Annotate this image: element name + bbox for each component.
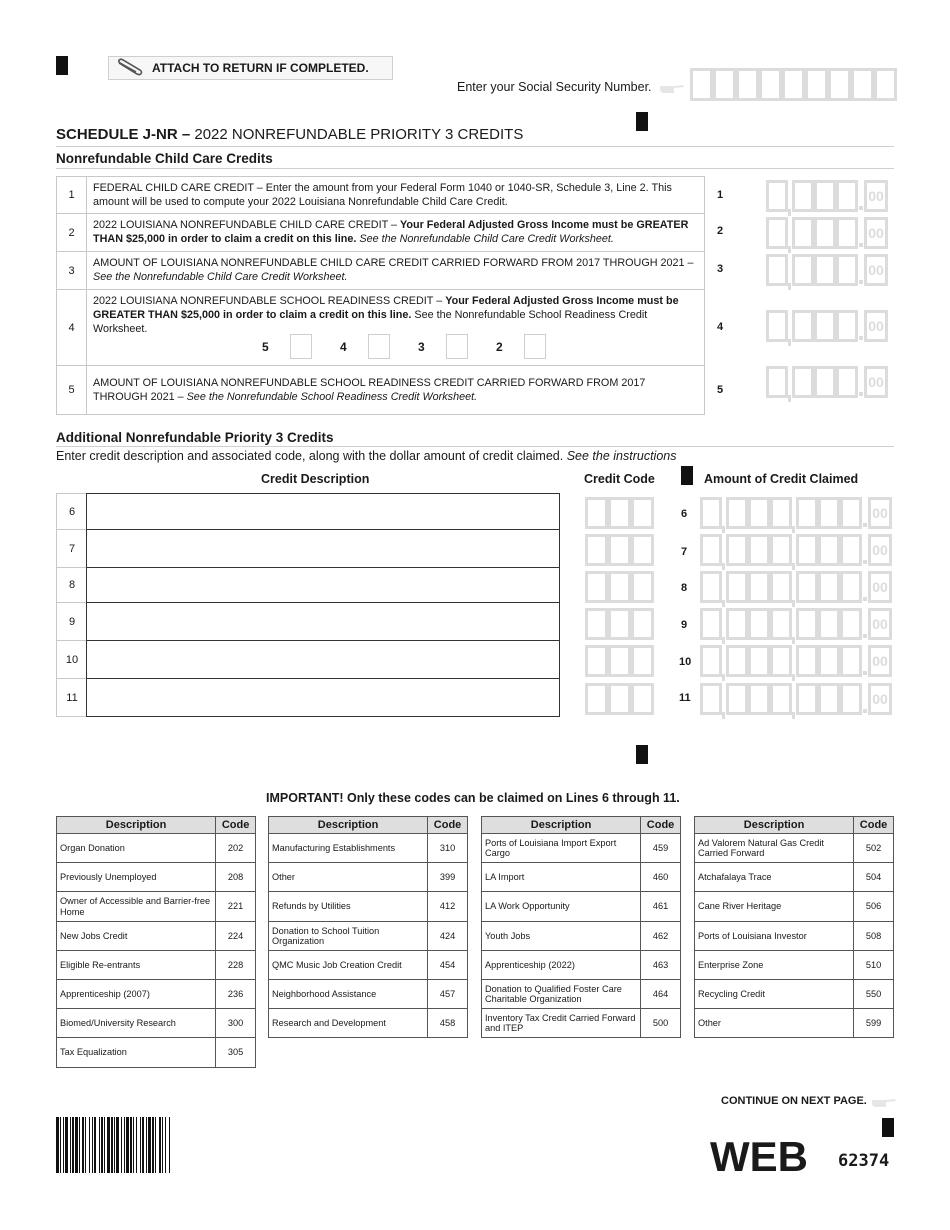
code-value: 504 — [854, 863, 894, 892]
pointing-hand-icon — [659, 81, 685, 95]
line-row — [57, 177, 704, 214]
codes-table-3: Description Code Ports of Louisiana Import Export Cargo 459 LA Import 460 LA Work Opportunity 461 Youth Jobs 462 Apprenticeship (2022) 463 Donation to Qualified Foster Care Charitable Organization 464 Inventory Tax Credit Carried Forward and ITEP 500 — [481, 816, 681, 1038]
code-row — [269, 834, 468, 863]
code-value: 508 — [854, 922, 894, 951]
code-description: QMC Music Job Creation Credit — [269, 951, 428, 980]
code-description: LA Work Opportunity — [482, 892, 641, 922]
code-description: Youth Jobs — [482, 922, 641, 951]
code-description: Inventory Tax Credit Carried Forward and ITEP — [482, 1009, 641, 1038]
ssn-label: Enter your Social Security Number. — [457, 80, 652, 94]
code-description: Tax Equalization — [57, 1038, 216, 1068]
code-value: 228 — [216, 951, 256, 980]
credit-code-input[interactable] — [585, 683, 654, 715]
col-credit-description: Credit Description — [261, 472, 370, 486]
code-value: 399 — [428, 863, 468, 892]
code-description: Refunds by Utilities — [269, 892, 428, 922]
amount-input-line-7[interactable]: 00 — [700, 534, 892, 566]
registration-mark — [636, 112, 648, 131]
amount-input-line-8[interactable]: 00 — [700, 571, 892, 603]
code-row — [57, 922, 256, 951]
code-description: Cane River Heritage — [695, 892, 854, 922]
schedule-subtitle: 2022 NONREFUNDABLE PRIORITY 3 CREDITS — [194, 126, 524, 143]
amount-line-number: 10 — [679, 656, 692, 668]
registration-mark — [636, 745, 648, 764]
code-description: Apprenticeship (2022) — [482, 951, 641, 980]
star-3-input[interactable] — [446, 334, 468, 359]
amount-line-number: 5 — [717, 384, 724, 396]
amount-line-number: 8 — [681, 582, 688, 594]
registration-mark — [681, 466, 693, 485]
line-description: 2022 LOUISIANA NONREFUNDABLE SCHOOL READINESS CREDIT – Your Federal Adjusted Gross Income must be GREATER THAN $25,000 in order to claim a credit on this line. See the Nonrefundable School Readiness Credit Worksheet. — [93, 295, 679, 335]
line-row — [57, 366, 704, 415]
amount-line-number: 1 — [717, 189, 724, 201]
code-value: 464 — [641, 980, 681, 1009]
code-value: 454 — [428, 951, 468, 980]
code-row — [269, 980, 468, 1009]
credit-code-input[interactable] — [585, 497, 654, 529]
amount-line-number: 9 — [681, 619, 688, 631]
code-value: 500 — [641, 1009, 681, 1038]
amount-input-line-1[interactable]: 00 — [766, 180, 888, 212]
amount-input-line-2[interactable]: 00 — [766, 217, 888, 249]
line-description: AMOUNT OF LOUISIANA NONREFUNDABLE CHILD CARE CREDIT CARRIED FORWARD FROM 2017 THROUGH 2021 – See the Nonrefundable Child Care Credit Worksheet. — [93, 257, 694, 283]
code-value: 208 — [216, 863, 256, 892]
col-credit-code: Credit Code — [584, 472, 655, 486]
section-instructions: Enter credit description and associated code, along with the dollar amount of credit claimed. See the instructions — [56, 449, 677, 463]
code-row — [695, 1009, 894, 1038]
star-rating-5: 5 — [262, 334, 312, 359]
code-row — [482, 834, 681, 863]
star-2-input[interactable] — [524, 334, 546, 359]
code-row — [269, 1009, 468, 1038]
code-value: 460 — [641, 863, 681, 892]
credit-description-input[interactable] — [86, 640, 560, 679]
pointing-hand-icon — [871, 1095, 897, 1109]
code-description: Ad Valorem Natural Gas Credit Carried Forward — [695, 834, 854, 863]
credit-code-input[interactable] — [585, 571, 654, 603]
code-value: 221 — [216, 892, 256, 922]
line-number: 4 — [57, 290, 87, 365]
amount-line-number: 3 — [717, 263, 724, 275]
code-value: 305 — [216, 1038, 256, 1068]
code-row — [482, 892, 681, 922]
ssn-input[interactable] — [690, 68, 897, 101]
code-value: 202 — [216, 834, 256, 863]
code-row — [269, 863, 468, 892]
page-title — [56, 126, 523, 143]
row-number: 9 — [56, 602, 87, 641]
web-label: WEB — [710, 1133, 808, 1180]
credit-code-input[interactable] — [585, 608, 654, 640]
row-number: 6 — [56, 493, 87, 530]
code-value: 510 — [854, 951, 894, 980]
amount-line-number: 11 — [679, 692, 691, 704]
section-heading: Nonrefundable Child Care Credits — [56, 151, 273, 166]
amount-input-line-6[interactable]: 00 — [700, 497, 892, 529]
codes-table-2: Description Code Manufacturing Establishments 310 Other 399 Refunds by Utilities 412 Donation to School Tuition Organization 424 QMC Music Job Creation Credit 454 Neighborhood Assistance 457 Research and Development 458 — [268, 816, 468, 1038]
credit-description-input[interactable] — [86, 493, 560, 530]
row-number: 11 — [56, 678, 87, 717]
code-description: Atchafalaya Trace — [695, 863, 854, 892]
attach-text: ATTACH TO RETURN IF COMPLETED. — [152, 61, 369, 75]
code-description: Donation to School Tuition Organization — [269, 922, 428, 951]
code-row — [57, 1009, 256, 1038]
important-note: IMPORTANT! Only these codes can be claimed on Lines 6 through 11. — [266, 791, 680, 805]
code-value: 310 — [428, 834, 468, 863]
code-row — [695, 863, 894, 892]
code-description: Organ Donation — [57, 834, 216, 863]
code-value: 412 — [428, 892, 468, 922]
code-value: 457 — [428, 980, 468, 1009]
code-row — [695, 922, 894, 951]
star-rating-4: 4 — [340, 334, 390, 359]
credit-description-input[interactable] — [86, 529, 560, 568]
divider — [56, 446, 894, 447]
code-row — [695, 980, 894, 1009]
code-row — [482, 951, 681, 980]
code-value: 463 — [641, 951, 681, 980]
code-row — [482, 1009, 681, 1038]
paperclip-icon — [115, 57, 145, 79]
code-row — [57, 863, 256, 892]
amount-input-line-3[interactable]: 00 — [766, 254, 888, 286]
amount-input-line-10[interactable]: 00 — [700, 645, 892, 677]
row-number: 10 — [56, 640, 87, 679]
code-value: 300 — [216, 1009, 256, 1038]
code-description: Research and Development — [269, 1009, 428, 1038]
barcode-icon — [56, 1117, 229, 1173]
star-4-input[interactable] — [368, 334, 390, 359]
codes-table-1: Description Code Organ Donation 202 Previously Unemployed 208 Owner of Accessible and Barrier-free Home 221 New Jobs Credit 224 Eligible Re-entrants 228 Apprenticeship (2007) 236 Biomed/University Research 300 Tax Equalization 305 — [56, 816, 256, 1068]
code-description: Donation to Qualified Foster Care Charitable Organization — [482, 980, 641, 1009]
divider — [56, 146, 894, 147]
attach-notice — [108, 56, 393, 80]
credit-code-input[interactable] — [585, 645, 654, 677]
line-number: 1 — [57, 177, 87, 213]
child-care-lines — [56, 176, 705, 415]
line-row — [57, 214, 704, 252]
code-description: Owner of Accessible and Barrier-free Home — [57, 892, 216, 922]
line-description: FEDERAL CHILD CARE CREDIT – Enter the amount from your Federal Form 1040 or 1040-SR, Schedule 3, Line 2. This amount will be used to compute your 2022 Louisiana Nonrefundable Child Care Credit. — [93, 182, 672, 208]
amount-line-number: 6 — [681, 508, 688, 520]
code-value: 459 — [641, 834, 681, 863]
continue-note: CONTINUE ON NEXT PAGE. — [721, 1095, 867, 1107]
line-number: 2 — [57, 214, 87, 251]
credit-description-input[interactable] — [86, 602, 560, 641]
code-description: Ports of Louisiana Import Export Cargo — [482, 834, 641, 863]
code-row — [57, 1038, 256, 1068]
code-description: Ports of Louisiana Investor — [695, 922, 854, 951]
credit-description-input[interactable] — [86, 567, 560, 603]
code-row — [695, 892, 894, 922]
registration-mark — [56, 56, 68, 75]
amount-line-number: 4 — [717, 321, 724, 333]
code-description: New Jobs Credit — [57, 922, 216, 951]
amount-line-number: 2 — [717, 225, 724, 237]
divider — [56, 168, 894, 169]
code-row — [482, 980, 681, 1009]
col-amount-claimed: Amount of Credit Claimed — [704, 472, 859, 486]
schedule-name: SCHEDULE J-NR – — [56, 126, 191, 143]
line-number: 5 — [57, 366, 87, 414]
code-row — [57, 834, 256, 863]
code-row — [57, 951, 256, 980]
code-value: 424 — [428, 922, 468, 951]
code-description: Apprenticeship (2007) — [57, 980, 216, 1009]
code-description: LA Import — [482, 863, 641, 892]
code-row — [482, 863, 681, 892]
code-value: 461 — [641, 892, 681, 922]
code-value: 224 — [216, 922, 256, 951]
code-description: Neighborhood Assistance — [269, 980, 428, 1009]
amount-input-line-11[interactable]: 00 — [700, 683, 892, 715]
code-description: Recycling Credit — [695, 980, 854, 1009]
code-description: Enterprise Zone — [695, 951, 854, 980]
code-value: 506 — [854, 892, 894, 922]
code-description: Previously Unemployed — [57, 863, 216, 892]
code-description: Other — [269, 863, 428, 892]
code-description: Eligible Re-entrants — [57, 951, 216, 980]
form-number: 62374 — [838, 1151, 890, 1171]
registration-mark — [882, 1118, 894, 1137]
amount-input-line-4[interactable]: 00 — [766, 310, 888, 342]
code-description: Biomed/University Research — [57, 1009, 216, 1038]
code-row — [269, 951, 468, 980]
section-heading: Additional Nonrefundable Priority 3 Credits — [56, 430, 334, 445]
code-value: 502 — [854, 834, 894, 863]
row-number: 7 — [56, 529, 87, 568]
code-row — [57, 892, 256, 922]
amount-input-line-9[interactable]: 00 — [700, 608, 892, 640]
credit-code-input[interactable] — [585, 534, 654, 566]
credit-description-input[interactable] — [86, 678, 560, 717]
code-value: 599 — [854, 1009, 894, 1038]
code-description: Other — [695, 1009, 854, 1038]
code-row — [269, 892, 468, 922]
star-rating-3: 3 — [418, 334, 468, 359]
line-description: 2022 LOUISIANA NONREFUNDABLE CHILD CARE CREDIT – Your Federal Adjusted Gross Income must be GREATER THAN $25,000 in order to claim a credit on this line. See the Nonrefundable Child Care Credit Worksheet. — [93, 219, 689, 245]
code-value: 458 — [428, 1009, 468, 1038]
code-description: Manufacturing Establishments — [269, 834, 428, 863]
code-row — [482, 922, 681, 951]
code-row — [57, 980, 256, 1009]
code-row — [269, 922, 468, 951]
line-description: AMOUNT OF LOUISIANA NONREFUNDABLE SCHOOL READINESS CREDIT CARRIED FORWARD FROM 2017 THROUGH 2021 – See the Nonrefundable School Readiness Credit Worksheet. — [93, 377, 646, 403]
star-5-input[interactable] — [290, 334, 312, 359]
star-rating-2: 2 — [496, 334, 546, 359]
line-row — [57, 252, 704, 290]
amount-line-number: 7 — [681, 546, 688, 558]
code-value: 550 — [854, 980, 894, 1009]
row-number: 8 — [56, 567, 87, 603]
amount-input-line-5[interactable]: 00 — [766, 366, 888, 398]
codes-table-4: Description Code Ad Valorem Natural Gas Credit Carried Forward 502 Atchafalaya Trace 504 Cane River Heritage 506 Ports of Louisiana Investor 508 Enterprise Zone 510 Recycling Credit 550 Other 599 — [694, 816, 894, 1038]
code-value: 462 — [641, 922, 681, 951]
code-row — [695, 834, 894, 863]
code-value: 236 — [216, 980, 256, 1009]
line-number: 3 — [57, 252, 87, 289]
code-row — [695, 951, 894, 980]
